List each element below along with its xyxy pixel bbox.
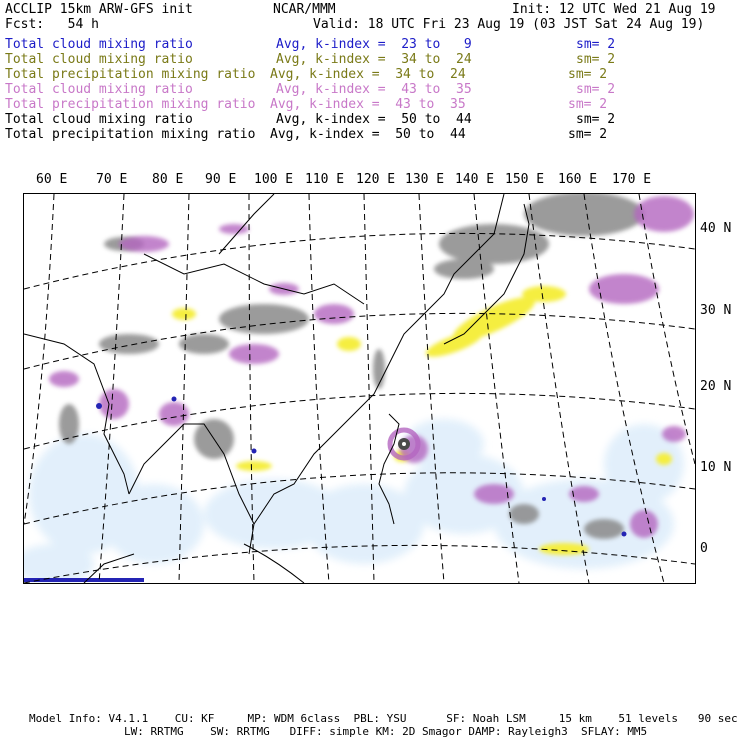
legend-sm-2: sm= 2 <box>576 52 616 67</box>
lat-label-20n: 20 N <box>700 379 732 394</box>
forecast-hour: Fcst: 54 h <box>5 17 99 32</box>
legend-avg-3: Avg, k-index = 34 to 24 <box>270 67 466 82</box>
lon-label-160e: 160 E <box>558 172 598 187</box>
lon-label-100e: 100 E <box>254 172 294 187</box>
legend-sm-1: sm= 2 <box>576 37 616 52</box>
lon-label-170e: 170 E <box>612 172 652 187</box>
lon-label-110e: 110 E <box>305 172 345 187</box>
legend-field-7: Total precipitation mixing ratio <box>5 127 256 142</box>
legend-avg-5: Avg, k-index = 43 to 35 <box>270 97 466 112</box>
org-label: NCAR/MMM <box>273 2 336 17</box>
legend-field-4: Total cloud mixing ratio <box>5 82 193 97</box>
lon-label-140e: 140 E <box>455 172 495 187</box>
lon-label-80e: 80 E <box>152 172 184 187</box>
legend-field-5: Total precipitation mixing ratio <box>5 97 256 112</box>
legend-sm-6: sm= 2 <box>576 112 616 127</box>
map-panel <box>23 193 696 584</box>
legend-field-3: Total precipitation mixing ratio <box>5 67 256 82</box>
legend-avg-4: Avg, k-index = 43 to 35 <box>276 82 472 97</box>
legend-field-2: Total cloud mixing ratio <box>5 52 193 67</box>
init-time: Init: 12 UTC Wed 21 Aug 19 <box>512 2 716 17</box>
model-info-line2: LW: RRTMG SW: RRTMG DIFF: simple KM: 2D Smagor DAMP: Rayleigh3 SFLAY: MM5 <box>124 725 648 738</box>
lon-label-130e: 130 E <box>405 172 445 187</box>
legend-sm-3: sm= 2 <box>568 67 608 82</box>
lat-label-30n: 30 N <box>700 303 732 318</box>
lon-label-150e: 150 E <box>505 172 545 187</box>
lat-label-40n: 40 N <box>700 221 732 236</box>
valid-time: Valid: 18 UTC Fri 23 Aug 19 (03 JST Sat 24 Aug 19) <box>313 17 705 32</box>
lat-label-10n: 10 N <box>700 460 732 475</box>
model-title: ACCLIP 15km ARW-GFS init <box>5 2 193 17</box>
lon-label-60e: 60 E <box>36 172 68 187</box>
map-canvas <box>24 194 695 583</box>
legend-field-1: Total cloud mixing ratio <box>5 37 193 52</box>
legend-avg-6: Avg, k-index = 50 to 44 <box>276 112 472 127</box>
legend-field-6: Total cloud mixing ratio <box>5 112 193 127</box>
model-info-line1: Model Info: V4.1.1 CU: KF MP: WDM 6class PBL: YSU SF: Noah LSM 15 km 51 levels 90 sec <box>29 712 738 725</box>
lon-label-90e: 90 E <box>205 172 237 187</box>
legend-avg-1: Avg, k-index = 23 to 9 <box>276 37 472 52</box>
lon-label-120e: 120 E <box>356 172 396 187</box>
legend-sm-4: sm= 2 <box>576 82 616 97</box>
legend-avg-2: Avg, k-index = 34 to 24 <box>276 52 472 67</box>
legend-sm-7: sm= 2 <box>568 127 608 142</box>
legend-avg-7: Avg, k-index = 50 to 44 <box>270 127 466 142</box>
legend-sm-5: sm= 2 <box>568 97 608 112</box>
lat-label-0: 0 <box>700 541 708 556</box>
lon-label-70e: 70 E <box>96 172 128 187</box>
